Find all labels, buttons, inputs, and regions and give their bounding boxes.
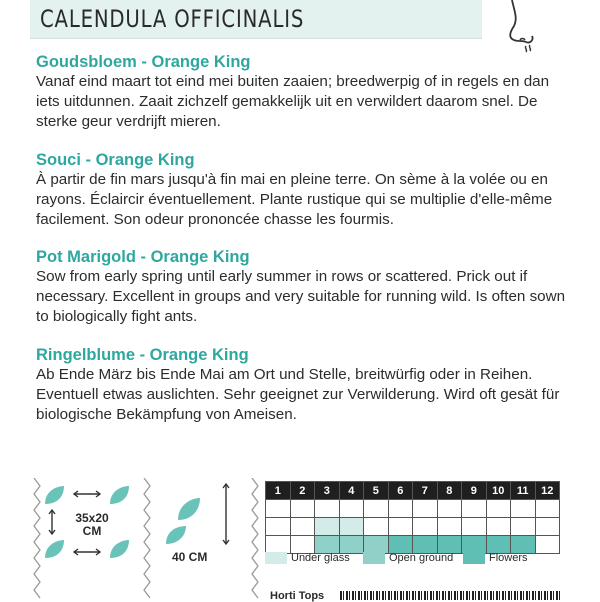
calendar-cell [364,518,389,536]
section-dutch [36,52,576,132]
calendar-cell [486,536,511,554]
legend-open-ground [363,552,453,564]
legend-label: Under glass [291,552,350,564]
calendar-cell [339,536,364,554]
calendar-cell [364,536,389,554]
calendar-cell [511,536,536,554]
month-cell: 3 [315,482,340,500]
legend-label: Flowers [489,552,528,564]
calendar-cell [486,518,511,536]
month-cell: 12 [535,482,560,500]
calendar-legend [265,552,565,570]
calendar-cell [290,500,315,518]
calendar-cell [266,500,291,518]
month-cell: 8 [437,482,462,500]
calendar-cell [462,500,487,518]
title-banner [30,0,482,39]
zigzag-divider [140,478,154,600]
section-heading: Goudsbloem - Orange King [36,53,251,71]
calendar-cell [486,500,511,518]
calendar-cell [413,518,438,536]
calendar-cell [339,500,364,518]
month-cell: 9 [462,482,487,500]
calendar-cell [535,500,560,518]
legend-swatch [463,552,485,564]
month-cell: 6 [388,482,413,500]
calendar-cell [535,518,560,536]
calendar-row [266,518,560,536]
plant-height-icon [158,480,243,550]
calendar-cell [290,518,315,536]
calendar-cell [388,500,413,518]
section-english [36,247,576,327]
calendar-cell [462,518,487,536]
month-cell: 11 [511,482,536,500]
calendar-cell [266,536,291,554]
month-cell: 2 [290,482,315,500]
calendar-cell [364,500,389,518]
calendar-cell [315,536,340,554]
spacing-value: 35x20 [75,511,109,525]
month-cell: 7 [413,482,438,500]
section-body: Sow from early spring until early summer in rows or scattered. Prick out if necessary. Excellent in groups and very suitable for running wild. Is often sown to biologically fight ants. [36,268,566,325]
legend-flowers [463,552,528,564]
calendar-table [265,481,560,554]
barcode [340,591,560,600]
calendar-cell [462,536,487,554]
calendar-cell [388,518,413,536]
calendar-cell [535,536,560,554]
height-label: 40 CM [172,550,208,564]
legend-swatch [265,552,287,564]
legend-under-glass [265,552,350,564]
sowing-calendar [265,481,565,554]
calendar-cell [315,518,340,536]
section-german [36,345,576,425]
page-title: CALENDULA OFFICINALIS [40,5,305,33]
calendar-cell [437,518,462,536]
legend-swatch [363,552,385,564]
section-body: À partir de fin mars jusqu'à fin mai en pleine terre. On sème à la volée ou en rayons. Éclaircir éventuellement. Plante rustique qui se multiplie d'elle-même facilement. Son odeur prononcée chasse les fourmis. [36,171,553,228]
calendar-cell [413,536,438,554]
section-body: Vanaf eind maart tot eind mei buiten zaaien; breedwerpig of in regels en dan iets uitdunnen. Zaait zichzelf gemakkelijk uit en verwildert daarom snel. De sterke geur verdrijft mieren. [36,73,550,130]
spacing-label [68,512,116,538]
calendar-cell [511,518,536,536]
section-body: Ab Ende März bis Ende Mai am Ort und Stelle, breitwürfig oder in Reihen. Eventuell etwas auslichten. Sehr geeignet zur Verwilderung. Wird oft gesät für biologische Bekämpfung von Ameisen. [36,366,560,423]
calendar-cell [290,536,315,554]
calendar-row [266,536,560,554]
zigzag-divider [248,478,262,600]
month-cell: 1 [266,482,291,500]
month-cell: 10 [486,482,511,500]
calendar-cell [388,536,413,554]
calendar-row [266,500,560,518]
month-cell: 4 [339,482,364,500]
calendar-cell [266,518,291,536]
section-heading: Pot Marigold - Orange King [36,248,250,266]
brand-name: Horti Tops [270,590,325,602]
calendar-cell [511,500,536,518]
section-french [36,150,576,230]
legend-label: Open ground [389,552,454,564]
section-heading: Souci - Orange King [36,151,195,169]
calendar-cell [413,500,438,518]
calendar-months-row [266,482,560,500]
section-heading: Ringelblume - Orange King [36,346,249,364]
month-cell: 5 [364,482,389,500]
calendar-cell [339,518,364,536]
spacing-unit: CM [82,524,102,538]
nose-smell-icon [500,0,550,55]
calendar-cell [437,536,462,554]
calendar-cell [315,500,340,518]
calendar-cell [437,500,462,518]
